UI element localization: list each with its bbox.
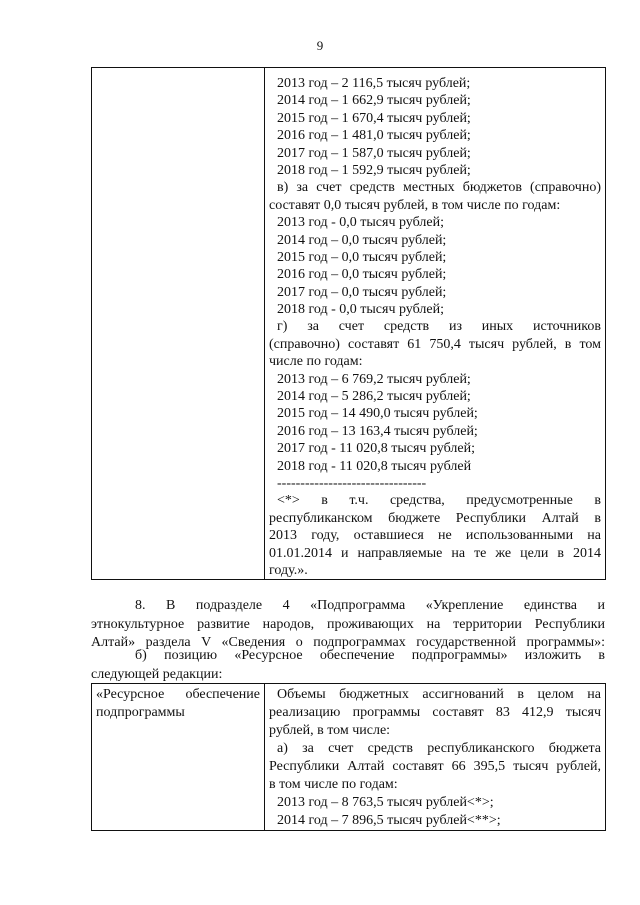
table1-right-cell [265, 68, 606, 580]
text-line: 01.01.2014 и направляемые на те же цели в 2014 [269, 545, 601, 561]
text-line: реализацию программы составят 83 412,9 тысяч [269, 705, 601, 720]
text-line: 8. В подразделе 4 «Подпрограмма «Укрепление единства и [135, 598, 605, 613]
text-line: 2013 год – 8 763,5 тысяч рублей<*>; [277, 795, 494, 810]
text-line: 2016 год – 1 481,0 тысяч рублей; [277, 128, 471, 144]
text-line: г) за счет средств из иных источников [277, 319, 601, 335]
text-line: 2015 год – 1 670,4 тысяч рублей; [277, 110, 471, 126]
table2-right-cell [265, 684, 606, 831]
text-line: а) за счет средств республиканского бюджета [277, 741, 601, 756]
table2-left-cell [92, 684, 265, 831]
text-line: 2015 год – 0,0 тысяч рублей; [277, 249, 447, 265]
text-line: б) позицию «Ресурсное обеспечение подпрограммы» изложить в [135, 648, 605, 663]
text-line: Республики Алтай составят 66 395,5 тысяч рублей, [269, 759, 601, 774]
paragraph-8 [91, 597, 605, 653]
text-line: 2016 год – 13 163,4 тысяч рублей; [277, 423, 478, 439]
text-line: 2014 год – 0,0 тысяч рублей; [277, 232, 447, 248]
text-line: 2017 год – 1 587,0 тысяч рублей; [277, 145, 471, 161]
text-line: 2013 год – 2 116,5 тысяч рублей; [277, 76, 471, 91]
text-line: (справочно) составят 61 750,4 тысяч рублей, в том [269, 336, 601, 352]
text-line: 2017 год – 0,0 тысяч рублей; [277, 284, 447, 300]
text-line: «Ресурсное обеспечение [96, 687, 260, 702]
text-line: подпрограммы [96, 705, 185, 720]
text-line: 2016 год – 0,0 тысяч рублей; [277, 267, 447, 283]
text-line: в) за счет средств местных бюджетов (справочно) [277, 180, 601, 196]
table1-text [265, 68, 605, 579]
paragraph-b [91, 647, 605, 684]
text-line: 2018 год – 1 592,9 тысяч рублей; [277, 162, 471, 178]
text-line: 2015 год – 14 490,0 тысяч рублей; [277, 406, 478, 422]
text-line: Объемы бюджетных ассигнований в целом на [277, 687, 601, 702]
text-line: составят 0,0 тысяч рублей, в том числе по годам: [269, 197, 561, 213]
text-line: 2013 году, оставшиеся не использованными на [269, 528, 601, 544]
text-line: рублей, в том числе: [269, 723, 391, 738]
page-number: 9 [316, 38, 324, 53]
text-line: 2017 год - 11 020,8 тысяч рублей; [277, 441, 475, 457]
table2-text [265, 684, 605, 830]
text-line: этнокультурное развитие народов, проживающих на территории Республики [91, 616, 605, 632]
text-line: 2014 год – 7 896,5 тысяч рублей<**>; [277, 813, 501, 828]
subprogram-resources-table [91, 683, 606, 831]
text-line: 2018 год - 11 020,8 тысяч рублей [277, 458, 472, 474]
text-line: следующей редакции: [91, 666, 223, 682]
text-line: 2013 год – 6 769,2 тысяч рублей; [277, 371, 471, 387]
text-line: республиканском бюджете Республики Алтай в [269, 510, 601, 526]
text-line: 2014 год – 5 286,2 тысяч рублей; [277, 389, 471, 405]
table2-label [92, 684, 264, 722]
text-line: году.». [269, 562, 308, 578]
text-line: в том числе по годам: [269, 777, 398, 792]
text-line: 2014 год – 1 662,9 тысяч рублей; [277, 93, 471, 109]
text-line: 2018 год - 0,0 тысяч рублей; [277, 302, 444, 318]
text-line: числе по годам: [269, 354, 363, 370]
resources-table-continued [91, 67, 606, 580]
text-line: Алтай» раздела V «Сведения о подпрограммах государственной программы»: [91, 635, 605, 650]
text-line: 2013 год - 0,0 тысяч рублей; [277, 215, 444, 231]
table1-left-cell [92, 68, 265, 580]
text-line: -------------------------------- [277, 475, 427, 491]
text-line: <*> в т.ч. средства, предусмотренные в [277, 493, 601, 509]
